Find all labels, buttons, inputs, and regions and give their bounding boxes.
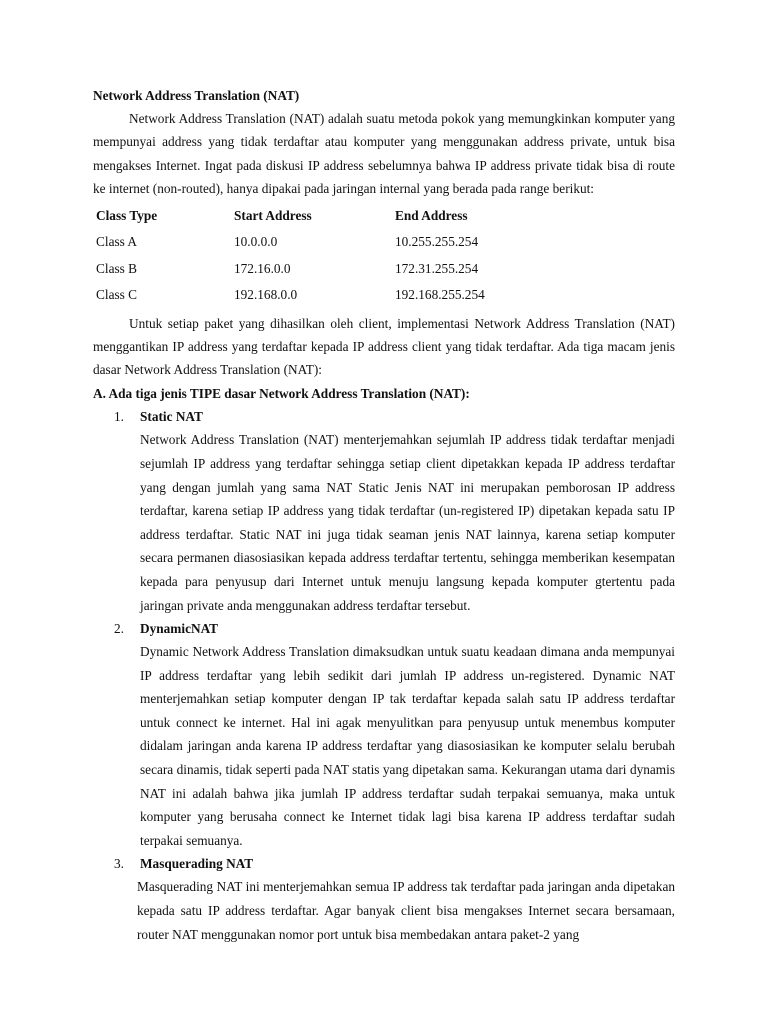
doc-title: Network Address Translation (NAT) xyxy=(93,88,300,103)
intro-paragraph: Network Address Translation (NAT) adalah suatu metoda pokok yang memungkinkan komputer yang mempunyai address yang tidak terdaftar atau komputer yang menggunakan address private, untuk bisa mengakses Internet. Ingat pada diskusi IP address sebelumnya bahwa IP address private tidak bisa di route ke internet (non-routed), hanya dipakai pada jaringan internal yang berada pada range berikut: xyxy=(93,111,675,197)
cell-end: 172.31.255.254 xyxy=(395,260,479,276)
cell-class: Class B xyxy=(96,260,138,276)
item-number: 3. xyxy=(114,856,124,872)
header-start-address: Start Address xyxy=(234,207,312,223)
cell-end: 10.255.255.254 xyxy=(395,234,479,250)
table-row xyxy=(93,229,595,256)
section-a-heading: A. Ada tiga jenis TIPE dasar Network Address Translation (NAT): xyxy=(93,385,470,401)
item-body: Masquerading NAT ini menterjemahkan semua IP address tak terdaftar pada jaringan anda dipetakan kepada satu IP address terdaftar. Agar banyak client bisa mengakses Internet secara bersamaan, router NAT menggunakan nomor port untuk bisa membedakan antara paket-2 yang xyxy=(137,879,675,942)
table-row xyxy=(93,256,595,283)
list-item-masquerading-nat xyxy=(93,852,675,946)
table-row xyxy=(93,282,595,309)
list-item-dynamic-nat xyxy=(93,617,675,852)
header-class-type: Class Type xyxy=(96,207,158,223)
header-end-address: End Address xyxy=(395,207,468,223)
cell-class: Class C xyxy=(96,287,138,303)
list-item-static-nat xyxy=(93,405,675,617)
table-header-row xyxy=(93,203,595,230)
cell-end: 192.168.255.254 xyxy=(395,287,485,303)
item-body: Dynamic Network Address Translation dimaksudkan untuk suatu keadaan dimana anda mempunyai IP address terdaftar yang lebih sedikit dari jumlah IP address un-registered. Dynamic NAT menterjemahkan setiap komputer dengan IP tak terdaftar kepada salah satu IP address terdaftar untuk connect ke internet. Hal ini agak menyulitkan para penyusup untuk menembus komputer didalam jaringan anda karena IP address terdaftar yang diasosiasikan ke komputer selalu berubah secara dinamis, tidak seperti pada NAT statis yang dipetakan sama. Kekurangan utama dari dynamis NAT ini adalah bahwa jika jumlah IP address terdaftar sudah terpakai semuanya, maka untuk komputer yang berusaha connect ke Internet tidak lagi bisa karena IP address terdaftar sudah terpakai semuanya. xyxy=(140,644,675,848)
ip-class-table xyxy=(93,203,595,309)
cell-start: 10.0.0.0 xyxy=(234,234,278,250)
cell-start: 172.16.0.0 xyxy=(234,260,291,276)
item-title: DynamicNAT xyxy=(140,621,219,637)
item-number: 1. xyxy=(114,409,124,425)
second-paragraph: Untuk setiap paket yang dihasilkan oleh client, implementasi Network Address Translation (NAT) menggantikan IP address yang terdaftar kepada IP address client yang tidak terdaftar. Ada tiga macam jenis dasar Network Address Translation (NAT): xyxy=(93,315,675,378)
item-body: Network Address Translation (NAT) menterjemahkan sejumlah IP address tidak terdaftar menjadi sejumlah IP address yang terdaftar sehingga setiap client dipetakkan kepada IP address terdaftar yang dengan jumlah yang sama NAT Static Jenis NAT ini merupakan pemborosan IP address terdaftar, karena setiap IP address yang tidak terdaftar (un-registered IP) dipetakan kepada satu IP address terdaftar. Static NAT ini juga tidak seaman jenis NAT lainnya, karena setiap komputer secara permanen diasosiasikan kepada address terdaftar tertentu, sehingga memberikan kesempatan kepada para penyusup dari Internet untuk menuju langsung kepada komputer gtertentu pada jaringan private anda menggunakan address terdaftar tersebut. xyxy=(140,432,675,613)
item-title: Static NAT xyxy=(140,409,203,425)
cell-class: Class A xyxy=(96,234,138,250)
cell-start: 192.168.0.0 xyxy=(234,287,298,303)
item-number: 2. xyxy=(114,621,124,637)
item-title: Masquerading NAT xyxy=(140,856,254,872)
